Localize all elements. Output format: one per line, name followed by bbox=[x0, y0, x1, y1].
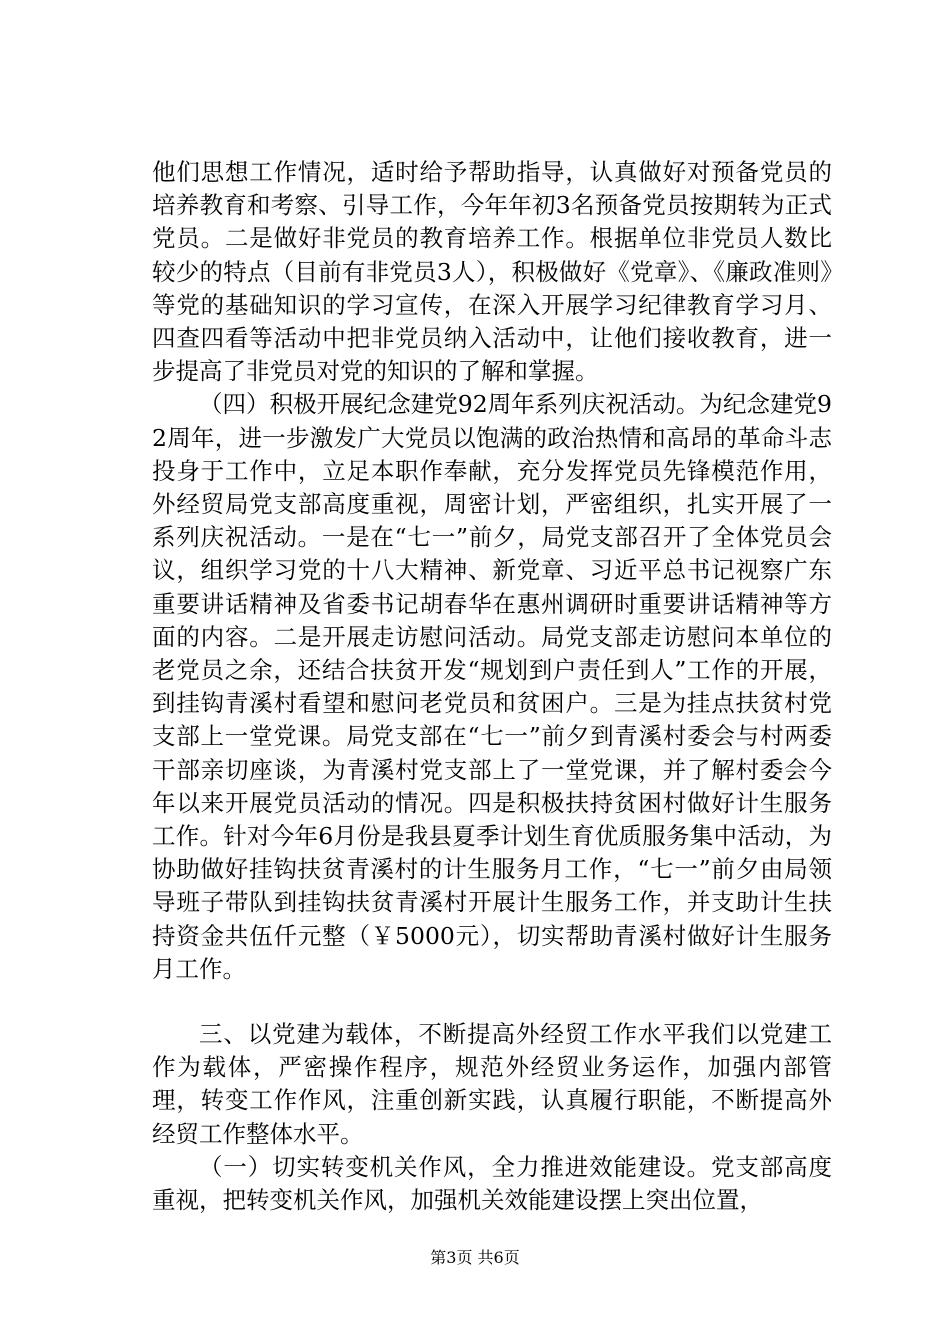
page-footer: 第3页 共6页 bbox=[430, 1248, 520, 1267]
paragraph-continued: 他们思想工作情况，适时给予帮助指导，认真做好对预备党员的培养教育和考察、引导工作，今年年初3名预备党员按期转为正式党员。二是做好非党员的教育培养工作。根据单位非党员人数比较少的特点（目前有非党员3人），积极做好《党章》、《廉政准则》等党的基础知识的学习宣传，在深入开展学习纪律教育学习月、四查四看等活动中把非党员纳入活动中，让他们接收教育，进一步提高了非党员对党的知识的了解和掌握。 bbox=[152, 158, 832, 386]
paragraph-section-4: （四）积极开展纪念建党92周年系列庆祝活动。为纪念建党92周年，进一步激发广大党员以饱满的政治热情和高昂的革命斗志投身于工作中，立足本职作奉献，充分发挥党员先锋模范作用，外经贸局党支部高度重视，周密计划，严密组织，扎实开展了一系列庆祝活动。一是在“七一”前夕，局党支部召开了全体党员会议，组织学习党的十八大精神、新党章、习近平总书记视察广东重要讲话精神及省委书记胡春华在惠州调研时重要讲话精神等方面的内容。二是开展走访慰问活动。局党支部走访慰问本单位的老党员之余，还结合扶贫开发“规划到户责任到人”工作的开展，到挂钩青溪村看望和慰问老党员和贫困户。三是为挂点扶贫村党支部上一堂党课。局党支部在“七一”前夕到青溪村委会与村两委干部亲切座谈，为青溪村党支部上了一堂党课，并了解村委会今年以来开展党员活动的情况。四是积极扶持贫困村做好计生服务工作。针对今年6月份是我县夏季计划生育优质服务集中活动，为协助做好挂钩扶贫青溪村的计生服务月工作，“七一”前夕由局领导班子带队到挂钩扶贫青溪村开展计生服务工作，并支助计生扶持资金共伍仟元整（￥5000元），切实帮助青溪村做好计生服务月工作。 bbox=[152, 390, 832, 983]
paragraph-subsection-1: （一）切实转变机关作风，全力推进效能建设。党支部高度重视，把转变机关作风，加强机关效能建设摆上突出位置， bbox=[152, 1152, 832, 1215]
paragraph-gap bbox=[152, 986, 832, 1018]
document-body bbox=[152, 156, 832, 1217]
paragraph-heading-3: 三、以党建为载体，不断提高外经贸工作水平我们以党建工作为载体，严密操作程序，规范外经贸业务运作，加强内部管理，转变工作作风，注重创新实践，认真履行职能，不断提高外经贸工作整体水平。 bbox=[152, 1020, 832, 1148]
